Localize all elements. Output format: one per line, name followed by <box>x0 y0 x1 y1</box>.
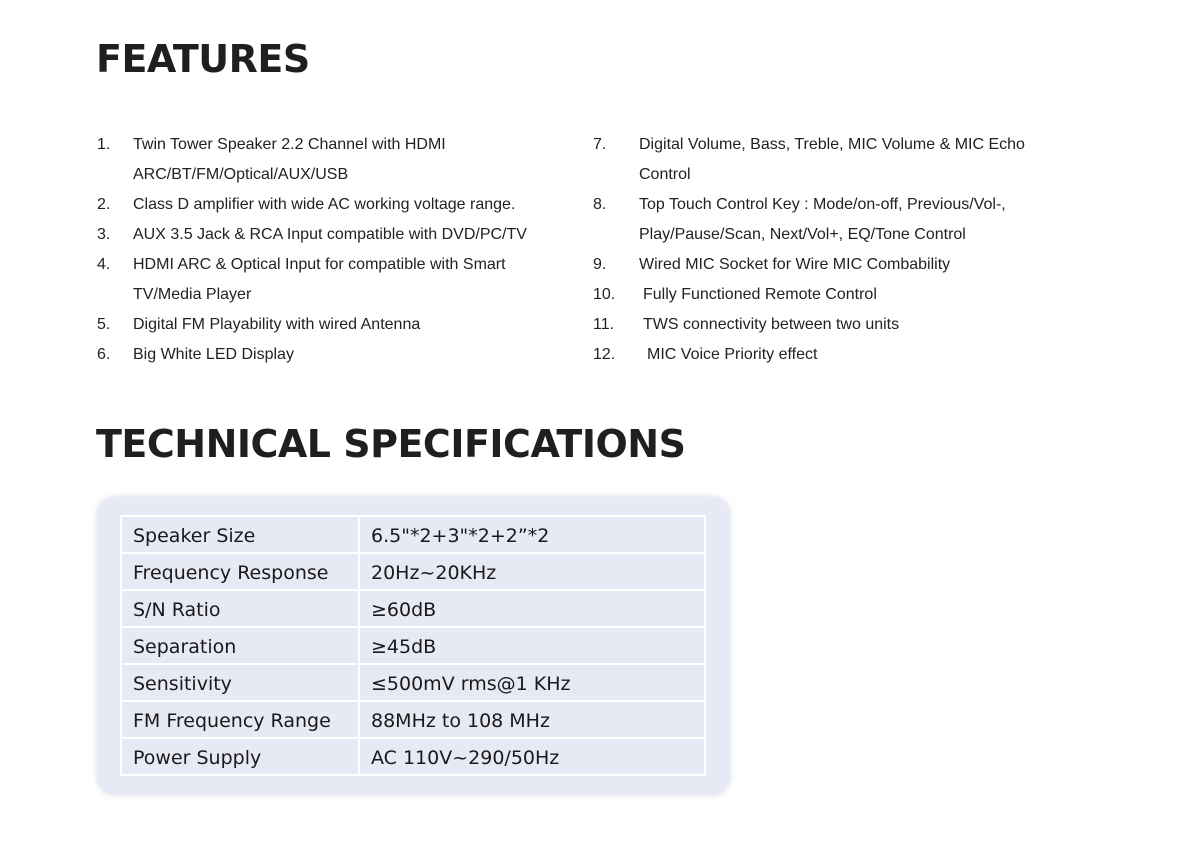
feature-text <box>639 130 1063 190</box>
feature-text <box>133 250 567 310</box>
feature-number: 11. <box>593 316 615 333</box>
feature-number: 7. <box>593 136 607 153</box>
feature-item <box>593 190 1063 250</box>
spec-label: Frequency Response <box>121 553 359 590</box>
table-row <box>121 738 705 775</box>
table-row <box>121 516 705 553</box>
specs-table <box>120 515 706 776</box>
feature-text-line: Top Touch Control Key : Mode/on-off, Previous/Vol-, <box>639 196 1006 213</box>
feature-item <box>593 130 1063 190</box>
features-heading: FEATURES <box>96 37 310 81</box>
feature-item <box>593 250 1063 280</box>
feature-text-line: Control <box>639 166 691 183</box>
spec-label: Speaker Size <box>121 516 359 553</box>
feature-text-line: Play/Pause/Scan, Next/Vol+, EQ/Tone Control <box>639 226 966 243</box>
feature-number: 1. <box>97 136 111 153</box>
feature-item <box>593 310 1063 340</box>
feature-text: AUX 3.5 Jack & RCA Input compatible with DVD/PC/TV <box>133 226 527 243</box>
feature-item <box>97 310 567 340</box>
feature-item <box>97 340 567 370</box>
spec-value: ≤500mV rms@1 KHz <box>359 664 705 701</box>
feature-item <box>97 130 567 190</box>
spec-value: 88MHz to 108 MHz <box>359 701 705 738</box>
spec-label: Sensitivity <box>121 664 359 701</box>
feature-text: Wired MIC Socket for Wire MIC Combability <box>639 256 951 273</box>
feature-number: 3. <box>97 226 111 243</box>
table-row <box>121 627 705 664</box>
feature-text: TWS connectivity between two units <box>643 316 900 333</box>
feature-number: 4. <box>97 256 111 273</box>
feature-item <box>97 220 567 250</box>
feature-text-line: Twin Tower Speaker 2.2 Channel with HDMI <box>133 136 446 153</box>
feature-text: MIC Voice Priority effect <box>647 346 818 363</box>
feature-number: 12. <box>593 346 616 363</box>
features-list-right <box>593 130 1063 370</box>
spec-label: S/N Ratio <box>121 590 359 627</box>
spec-label: Separation <box>121 627 359 664</box>
feature-text-line: Digital Volume, Bass, Treble, MIC Volume & MIC Echo <box>639 136 1025 153</box>
spec-value: 20Hz~20KHz <box>359 553 705 590</box>
feature-text <box>133 130 567 190</box>
feature-text-line: ARC/BT/FM/Optical/AUX/USB <box>133 166 349 183</box>
table-row <box>121 664 705 701</box>
feature-text-line: HDMI ARC & Optical Input for compatible with Smart <box>133 256 506 273</box>
feature-item <box>97 190 567 220</box>
spec-label: Power Supply <box>121 738 359 775</box>
feature-text: Class D amplifier with wide AC working voltage range. <box>133 196 516 213</box>
feature-number: 9. <box>593 256 607 273</box>
features-list-left <box>97 130 567 370</box>
table-row <box>121 553 705 590</box>
feature-number: 5. <box>97 316 111 333</box>
spec-value: ≥60dB <box>359 590 705 627</box>
feature-text: Digital FM Playability with wired Antenna <box>133 316 421 333</box>
spec-value: 6.5"*2+3"*2+2”*2 <box>359 516 705 553</box>
feature-item <box>97 250 567 310</box>
table-row <box>121 701 705 738</box>
spec-label: FM Frequency Range <box>121 701 359 738</box>
feature-text <box>639 190 1063 250</box>
feature-number: 8. <box>593 196 607 213</box>
spec-value: ≥45dB <box>359 627 705 664</box>
feature-number: 2. <box>97 196 111 213</box>
feature-number: 10. <box>593 286 616 303</box>
feature-item <box>593 340 1063 370</box>
specs-heading: TECHNICAL SPECIFICATIONS <box>96 422 686 466</box>
feature-number: 6. <box>97 346 111 363</box>
spec-value: AC 110V~290/50Hz <box>359 738 705 775</box>
feature-text: Big White LED Display <box>133 346 294 363</box>
feature-text: Fully Functioned Remote Control <box>643 286 877 303</box>
feature-text-line: TV/Media Player <box>133 286 252 303</box>
table-row <box>121 590 705 627</box>
feature-item <box>593 280 1063 310</box>
